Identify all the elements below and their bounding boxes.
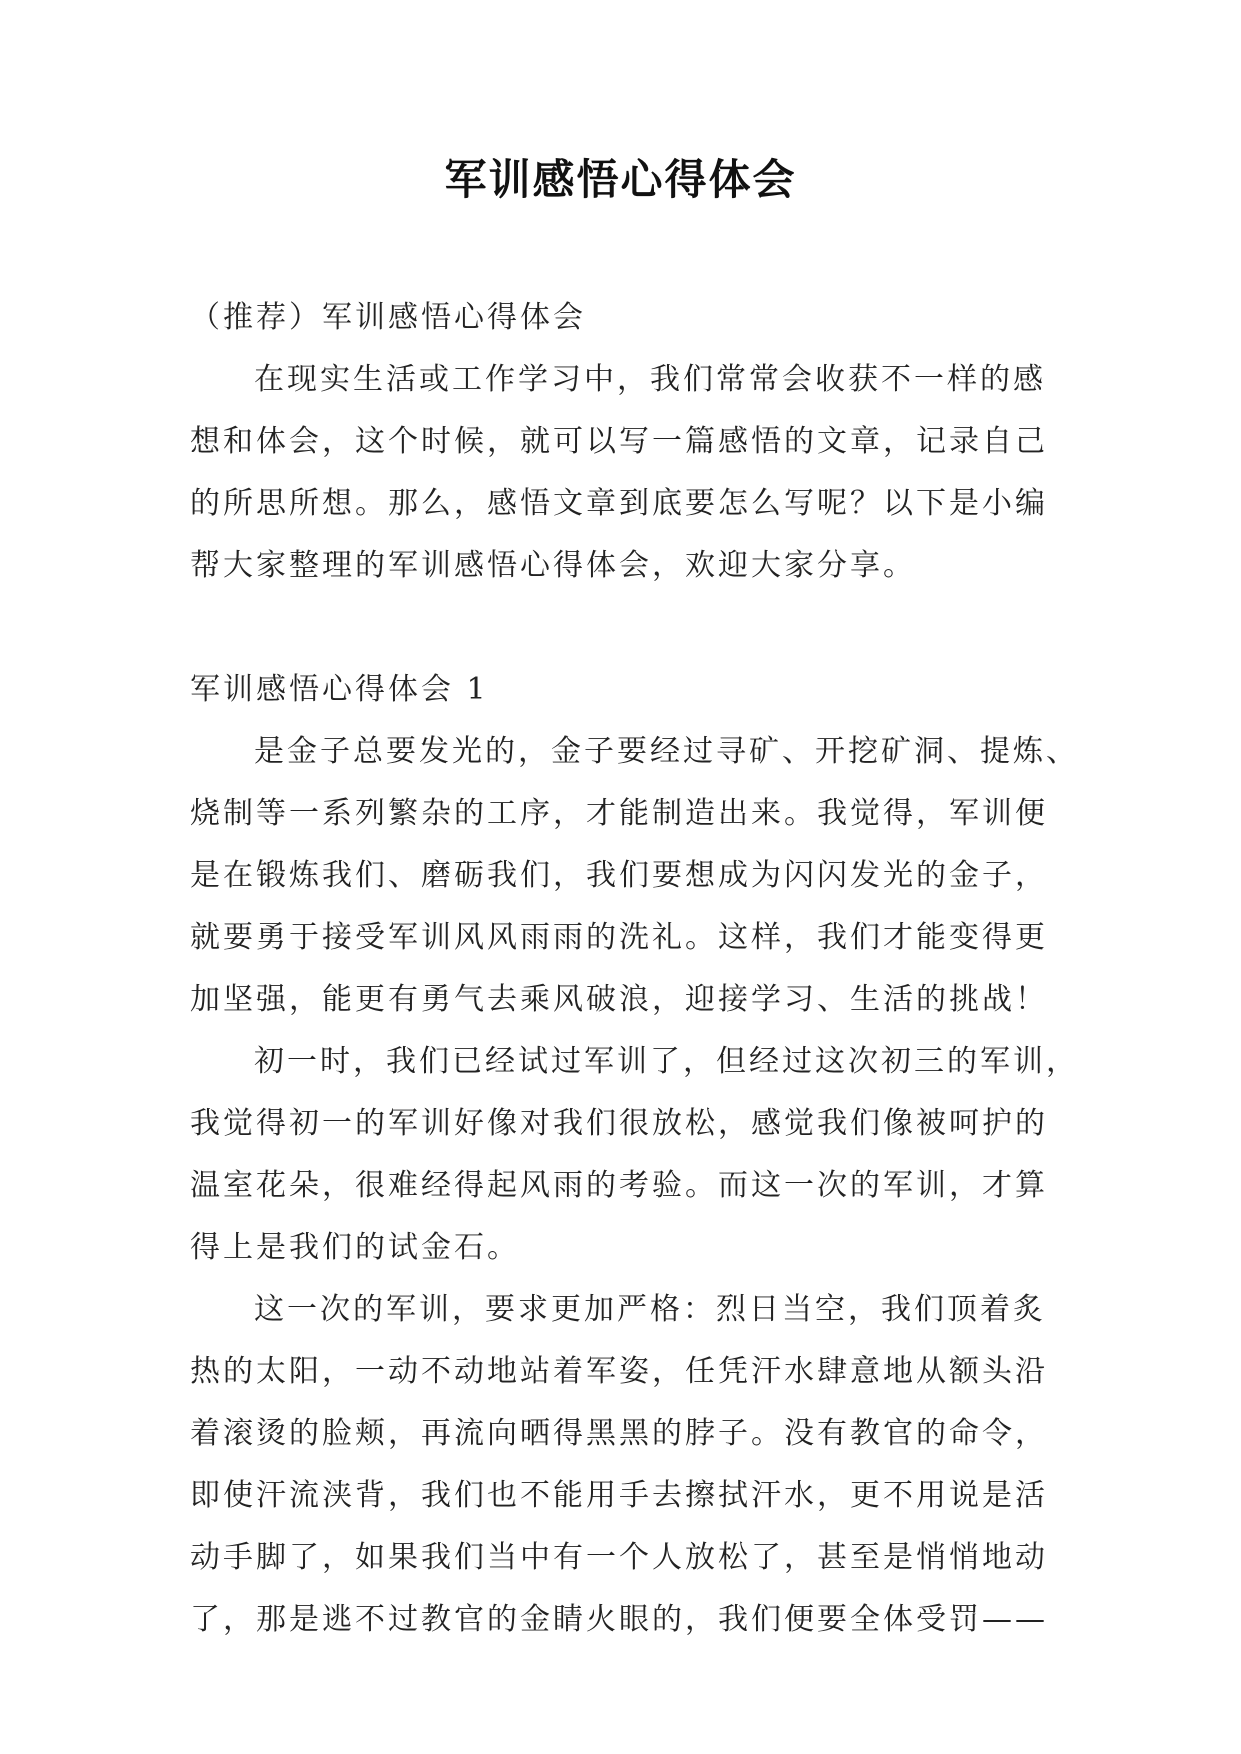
paragraph-line: 这一次的军训，要求更加严格：烈日当空，我们顶着炙	[254, 1292, 1046, 1327]
paragraph-line: 想和体会，这个时候，就可以写一篇感悟的文章，记录自己	[190, 424, 1048, 459]
paragraph-line: 加坚强，能更有勇气去乘风破浪，迎接学习、生活的挑战！	[190, 982, 1048, 1017]
paragraph-line: 帮大家整理的军训感悟心得体会，欢迎大家分享。	[190, 548, 916, 583]
paragraph-line: 动手脚了，如果我们当中有一个人放松了，甚至是悄悄地动	[190, 1540, 1048, 1575]
paragraph-line: 的所思所想。那么，感悟文章到底要怎么写呢？以下是小编	[190, 486, 1048, 521]
paragraph-line: 热的太阳，一动不动地站着军姿，任凭汗水肆意地从额头沿	[190, 1354, 1048, 1389]
paragraph-line: 初一时，我们已经试过军训了，但经过这次初三的军训，	[254, 1044, 1079, 1079]
paragraph-line: 是在锻炼我们、磨砺我们，我们要想成为闪闪发光的金子，	[190, 858, 1048, 893]
body-paragraph-1	[190, 721, 1079, 1031]
paragraph-line: 烧制等一系列繁杂的工序，才能制造出来。我觉得，军训便	[190, 796, 1048, 831]
paragraph-line: 就要勇于接受军训风风雨雨的洗礼。这样，我们才能变得更	[190, 920, 1048, 955]
paragraph-line: 是金子总要发光的，金子要经过寻矿、开挖矿洞、提炼、	[254, 734, 1079, 769]
paragraph-line: 即使汗流浃背，我们也不能用手去擦拭汗水，更不用说是活	[190, 1478, 1048, 1513]
document-subtitle: （推荐）军训感悟心得体会	[190, 300, 586, 335]
paragraph-line: 在现实生活或工作学习中，我们常常会收获不一样的感	[254, 362, 1046, 397]
paragraph-line: 我觉得初一的军训好像对我们很放松，感觉我们像被呵护的	[190, 1106, 1048, 1141]
paragraph-line: 着滚烫的脸颊，再流向晒得黑黑的脖子。没有教官的命令，	[190, 1416, 1048, 1451]
intro-paragraph	[190, 349, 1052, 597]
paragraph-line: 温室花朵，很难经得起风雨的考验。而这一次的军训，才算	[190, 1168, 1048, 1203]
body-paragraph-2	[190, 1031, 1079, 1279]
paragraph-line: 了，那是逃不过教官的金睛火眼的，我们便要全体受罚——	[190, 1602, 1048, 1637]
paragraph-spacer	[190, 597, 1052, 659]
document-body	[190, 287, 1079, 1651]
section-heading: 军训感悟心得体会 1	[190, 672, 489, 707]
paragraph-line: 得上是我们的试金石。	[190, 1230, 520, 1265]
body-paragraph-3	[190, 1279, 1052, 1651]
document-title: 军训感悟心得体会	[444, 155, 797, 204]
